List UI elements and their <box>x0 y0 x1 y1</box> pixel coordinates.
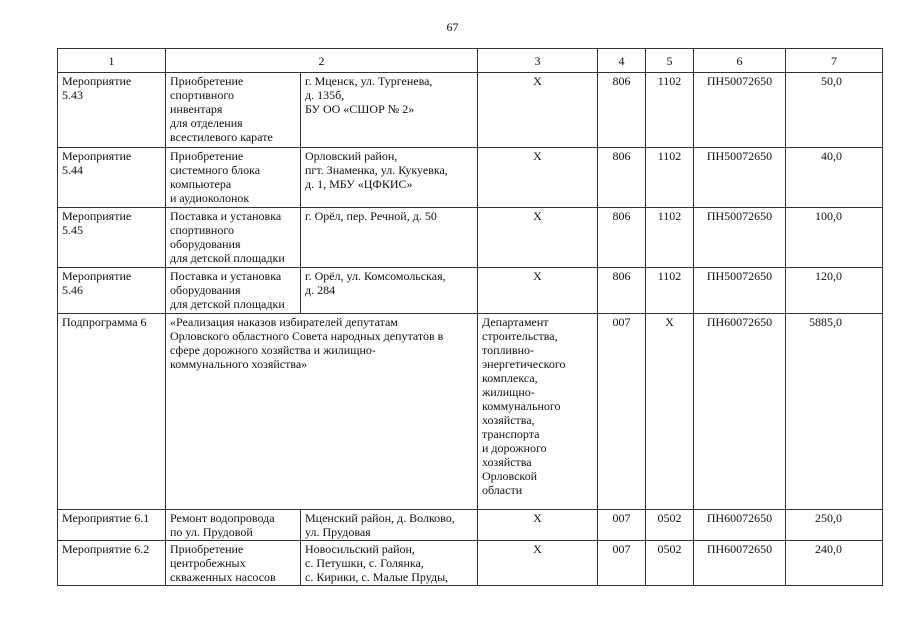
item-col3: X <box>478 510 598 541</box>
item-location: г. Орёл, пер. Речной, д. 50 <box>301 208 478 268</box>
item-amount: 250,0 <box>786 510 883 541</box>
item-amount: 50,0 <box>786 73 883 148</box>
item-col3: X <box>478 148 598 208</box>
item-amount: 100,0 <box>786 208 883 268</box>
item-description: Приобретение системного блока компьютера и аудиоколонок <box>166 148 301 208</box>
item-col5: 0502 <box>646 541 694 586</box>
column-header: 3 <box>478 49 598 73</box>
page-number: 67 <box>446 20 459 34</box>
item-col5: 1102 <box>646 73 694 148</box>
subprogram-col6: ПН60072650 <box>694 314 786 510</box>
table-row <box>58 541 883 586</box>
item-col5: 1102 <box>646 148 694 208</box>
item-col4: 007 <box>598 541 646 586</box>
item-col5: 1102 <box>646 208 694 268</box>
item-description: Поставка и установка оборудования для детской площадки <box>166 268 301 314</box>
item-description: Приобретение центробежных скваженных насосов <box>166 541 301 586</box>
item-col6: ПН60072650 <box>694 510 786 541</box>
item-name: Мероприятие 5.43 <box>58 73 166 148</box>
item-col6: ПН50072650 <box>694 73 786 148</box>
item-col4: 007 <box>598 510 646 541</box>
item-location: г. Мценск, ул. Тургенева, д. 135б, БУ ОО «СШОР № 2» <box>301 73 478 148</box>
item-col3: X <box>478 208 598 268</box>
item-col3: X <box>478 73 598 148</box>
item-amount: 40,0 <box>786 148 883 208</box>
table-header-row <box>58 49 883 73</box>
subprogram-col5: X <box>646 314 694 510</box>
item-description: Поставка и установка спортивного оборудования для детской площадки <box>166 208 301 268</box>
subprogram-department: Департамент строительства, топливно- энергетического комплекса, жилищно- коммунального хозяйства, транспорта и дорожного хозяйства Орловской области <box>478 314 598 510</box>
table-row <box>58 148 883 208</box>
item-col5: 1102 <box>646 268 694 314</box>
column-header: 1 <box>58 49 166 73</box>
table-row <box>58 268 883 314</box>
item-col5: 0502 <box>646 510 694 541</box>
item-col3: X <box>478 541 598 586</box>
item-name: Мероприятие 5.46 <box>58 268 166 314</box>
subprogram-amount: 5885,0 <box>786 314 883 510</box>
item-col4: 806 <box>598 73 646 148</box>
item-name: Мероприятие 5.45 <box>58 208 166 268</box>
item-location: Новосильский район, с. Петушки, с. Голянка, с. Кирики, с. Малые Пруды, <box>301 541 478 586</box>
table-row <box>58 73 883 148</box>
budget-table <box>57 48 883 586</box>
column-header: 2 <box>166 49 478 73</box>
column-header: 4 <box>598 49 646 73</box>
column-header: 5 <box>646 49 694 73</box>
item-description: Приобретение спортивного инвентаря для отделения всестилевого карате <box>166 73 301 148</box>
subprogram-row <box>58 314 883 510</box>
item-col4: 806 <box>598 208 646 268</box>
item-amount: 120,0 <box>786 268 883 314</box>
item-location: Орловский район, пгт. Знаменка, ул. Кукуевка, д. 1, МБУ «ЦФКИС» <box>301 148 478 208</box>
item-location: Мценский район, д. Волково, ул. Прудовая <box>301 510 478 541</box>
item-description: Ремонт водопровода по ул. Прудовой <box>166 510 301 541</box>
column-header: 6 <box>694 49 786 73</box>
item-name: Мероприятие 6.2 <box>58 541 166 586</box>
item-col4: 806 <box>598 268 646 314</box>
item-col6: ПН50072650 <box>694 268 786 314</box>
item-col4: 806 <box>598 148 646 208</box>
subprogram-col4: 007 <box>598 314 646 510</box>
item-col6: ПН50072650 <box>694 148 786 208</box>
table-row <box>58 510 883 541</box>
item-amount: 240,0 <box>786 541 883 586</box>
subprogram-description: «Реализация наказов избирателей депутатам Орловского областного Совета народных депутатов в сфере дорожного хозяйства и жилищно- коммунального хозяйства» <box>166 314 478 510</box>
column-header: 7 <box>786 49 883 73</box>
item-col3: X <box>478 268 598 314</box>
item-col6: ПН60072650 <box>694 541 786 586</box>
table-row <box>58 208 883 268</box>
item-name: Мероприятие 5.44 <box>58 148 166 208</box>
item-col6: ПН50072650 <box>694 208 786 268</box>
item-name: Мероприятие 6.1 <box>58 510 166 541</box>
subprogram-name: Подпрограмма 6 <box>58 314 166 510</box>
item-location: г. Орёл, ул. Комсомольская, д. 284 <box>301 268 478 314</box>
